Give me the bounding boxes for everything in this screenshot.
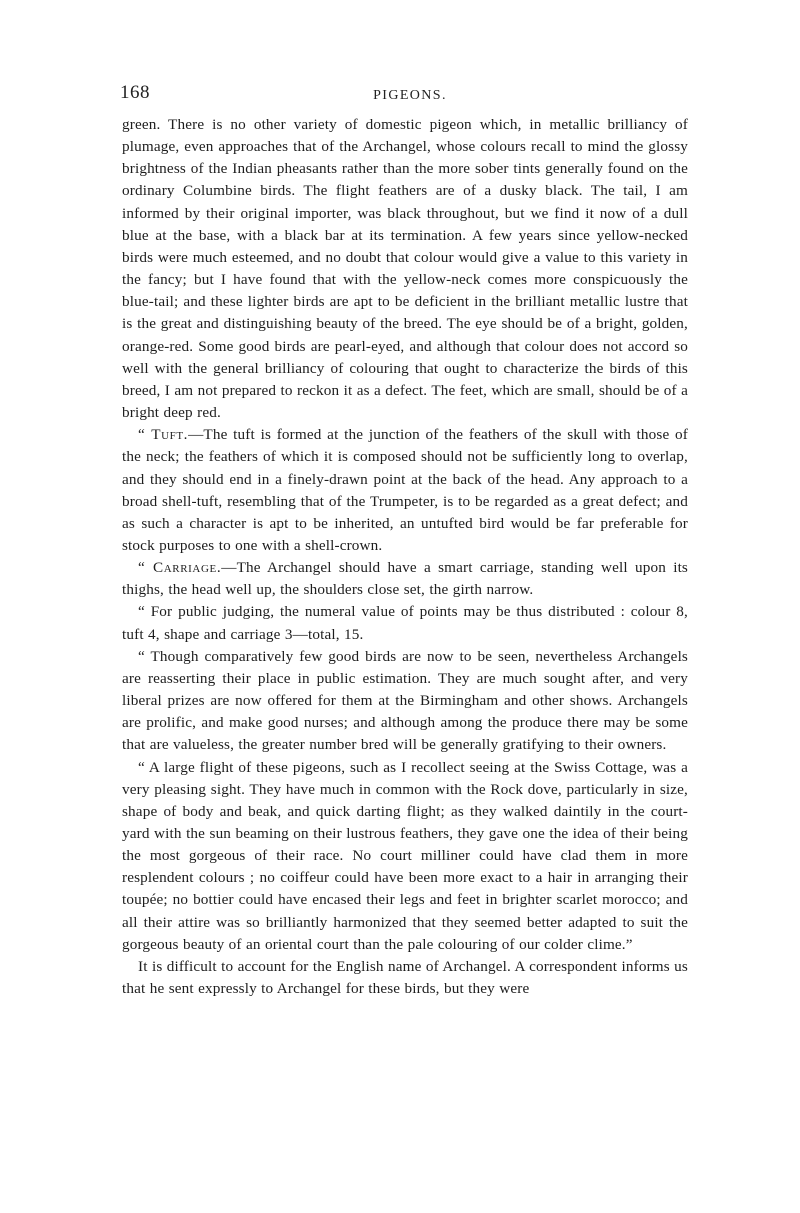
paragraph [122, 956, 688, 1000]
paragraph [122, 557, 688, 601]
paragraph-text: —The Archangel should have a smart carriage, standing well upon its thighs, the head well up, the shoulders close set, the girth narrow. [122, 559, 688, 599]
section-heading-tuft: “ Tuft. [138, 426, 189, 444]
body-text [122, 114, 688, 1000]
paragraph [122, 114, 688, 424]
paragraph [122, 601, 688, 645]
paragraph-text: —The tuft is formed at the junction of the feathers of the skull with those of the neck; the feathers of which it is composed should not be sufficiently long to overlap, and they should end in a finely-drawn point at the back of the head. Any approach to a broad shell-tuft, resembling that of the Trumpeter, is to be regarded as a great defect; and as such a character is apt to be inherited, an untufted bird would be far preferable for stock purposes to one with a shell-crown. [122, 426, 688, 554]
paragraph-text: “ For public judging, the numeral value of points may be thus distributed : colour 8, tuft 4, shape and carriage 3—total, 15. [122, 603, 688, 643]
paragraph-text: “ A large flight of these pigeons, such as I recollect seeing at the Swiss Cottage, was a very pleasing sight. They have much in common with the Rock dove, particularly in size, shape of body and beak, and quick darting flight; as they walked daintily in the court-yard with the sun beaming on their lustrous feathers, they gave one the idea of their being the most gorgeous of their race. No court milliner could have clad them in more resplendent colours ; no coiffeur could have been more exact to a hair in arranging their toupée; no bottier could have encased their legs and feet in brighter scarlet morocco; and all their attire was so brilliantly harmonized that they seemed better adapted to suit the gorgeous beauty of an oriental court than the pale colouring of our colder clime.” [122, 758, 688, 953]
paragraph [122, 646, 688, 757]
page-number: 168 [120, 82, 150, 103]
section-heading-carriage: “ Carriage. [138, 559, 222, 577]
paragraph-text: “ Though comparatively few good birds are now to be seen, nevertheless Archangels are reasserting their place in public estimation. They are much sought after, and very liberal prizes are now offered for them at the Birmingham and other shows. Archangels are prolific, and make good nurses; and although among the produce there may be some that are valueless, the greater number bred will be generally gratifying to their owners. [122, 647, 688, 754]
paragraph [122, 424, 688, 557]
running-head: PIGEONS. [373, 88, 447, 103]
paragraph-text: It is difficult to account for the English name of Archangel. A correspondent informs us that he sent expressly to Archangel for these birds, but they were [122, 957, 688, 998]
paragraph [122, 757, 688, 956]
paragraph-text: green. There is no other variety of domestic pigeon which, in metallic brilliancy of plumage, even approaches that of the Archangel, whose colours recall to mind the glossy brightness of the Indian pheasants rather than the more sober tints generally found on the ordinary Columbine birds. The flight feathers are of a dusky black. The tail, I am informed by their original importer, was black throughout, but we find it now of a dull blue at the base, with a black bar at its termination. A few years since yellow-necked birds were much esteemed, and no doubt that colour would give a value to this variety in the fancy; but I have found that with the yellow-neck comes more conspicuously the blue-tail; and these lighter birds are apt to be deficient in the brilliant metallic lustre that is the great and distinguishing beauty of the breed. The eye should be of a bright, golden, orange-red. Some good birds are pearl-eyed, and although that colour does not accord so well with the general brilliancy of colouring that ought to characterize the birds of this breed, I am not prepared to reckon it as a defect. The feet, which are small, should be of a bright deep red. [122, 116, 688, 422]
